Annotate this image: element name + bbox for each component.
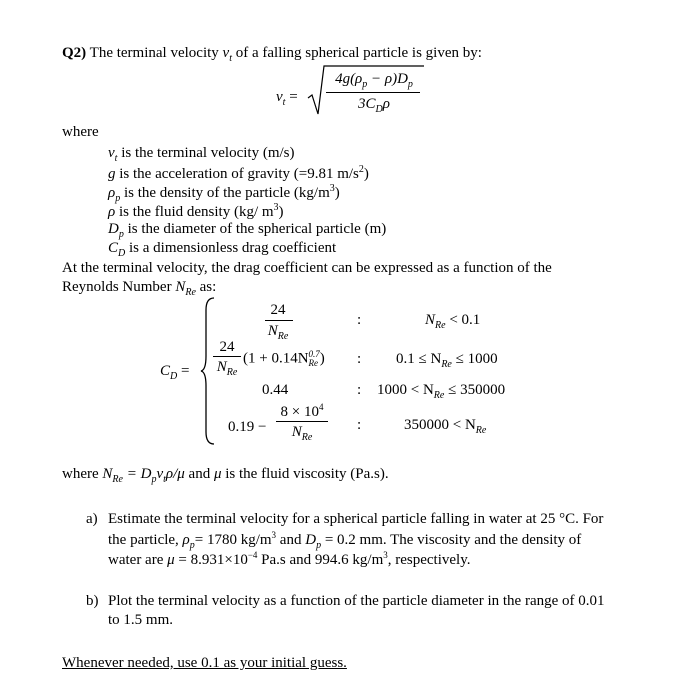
definition-line-5: $D_p$ is the diameter of the spherical particle (m) [108, 221, 387, 240]
case2-fraction-bar [213, 356, 241, 357]
definition-line-6: $C_D$ is a dimensionless drag coefficient [108, 240, 337, 259]
part-a-label: a) [86, 511, 98, 527]
case2-condition: $0.1 \le N_{Re} \le 1000$ [396, 351, 498, 370]
case4-colon: : [357, 417, 362, 433]
formula-fraction-bar [326, 92, 420, 93]
case2-colon: : [357, 351, 362, 367]
case3-colon: : [357, 382, 362, 398]
var-sub: t [229, 53, 232, 64]
question-intro-rest: of a falling spherical particle is given by: [231, 45, 482, 61]
case1-colon: : [357, 312, 362, 328]
case4-numerator: $8 \times 10^4$ [280, 402, 324, 420]
footer-note: Whenever needed, use 0.1 as your initial guess. [62, 655, 347, 671]
question-intro [62, 46, 482, 64]
definition-line-1: $v_t$ is the terminal velocity (m/s) [108, 145, 295, 164]
formula-numerator: $4g(\rho_p - \rho)D_p$ [335, 71, 413, 90]
case1-fraction-bar [265, 320, 293, 321]
where-label: where [62, 124, 99, 140]
case4-denominator: $N_{Re}$ [291, 424, 313, 443]
definition-line-4: ρ is the fluid density (kg/ $m^3$) [108, 202, 284, 220]
question-label: Q2) [62, 45, 87, 61]
case3-condition: $1000 < N_{Re} \le 350000$ [377, 382, 506, 401]
definition-line-3: $\rho_p$ is the density of the particle $(kg/m^3)$ [108, 183, 340, 204]
var-v: v [222, 45, 230, 61]
case4-prefix: 0.19 − [228, 419, 267, 435]
reynolds-definition: where $N_{Re} = D_pv_t\rho/\mu$ and μ is the fluid viscosity (Pa.s). [62, 466, 389, 485]
definition-line-2: g is the acceleration of gravity (=9.81 $m/s^2$) [108, 164, 369, 182]
case3-value: 0.44 [262, 382, 289, 398]
question-intro-text: The terminal velocity [89, 45, 223, 61]
formula-denominator: $3C_D\rho$ [358, 96, 390, 115]
part-b-line-1: Plot the terminal velocity as a function of the particle diameter in the range of 0.01 [108, 593, 605, 609]
case4-condition: $350000 < N_{Re}$ [404, 417, 487, 436]
case4-fraction-bar [276, 421, 328, 422]
formula-lhs: $v_t$ = [276, 89, 298, 108]
part-a-line-2: the particle, $\rho_p= 1780$ $kg/m^3$ and $D_p = 0.2$ mm. The viscosity and the density of [108, 530, 582, 551]
part-a-line-1: Estimate the terminal velocity for a spherical particle falling in water at 25 °C. For [108, 511, 604, 527]
case2-denominator: $N_{Re}$ [216, 359, 238, 378]
piecewise-lhs: $C_D$ = [160, 363, 190, 382]
part-b-label: b) [86, 593, 99, 609]
case2-expression: (1 + 0.14N 0.7 Re ) [243, 349, 325, 368]
case1-condition: $N_{Re} < 0.1$ [425, 312, 481, 331]
drag-intro-line-1: At the terminal velocity, the drag coefficient can be expressed as a function of the [62, 260, 552, 276]
part-a-line-3: water are $\mu = 8.931\times 10^{-4}$ Pa.s and 994.6 $kg/m^3$, respectively. [108, 550, 471, 568]
case1-numerator: 24 [270, 302, 286, 318]
case1-denominator: $N_{Re}$ [267, 323, 289, 342]
case2-numerator: 24 [219, 339, 235, 355]
drag-intro-line-2: Reynolds Number $N_{Re}$ as: [62, 279, 217, 298]
part-b-line-2: to 1.5 mm. [108, 612, 174, 628]
